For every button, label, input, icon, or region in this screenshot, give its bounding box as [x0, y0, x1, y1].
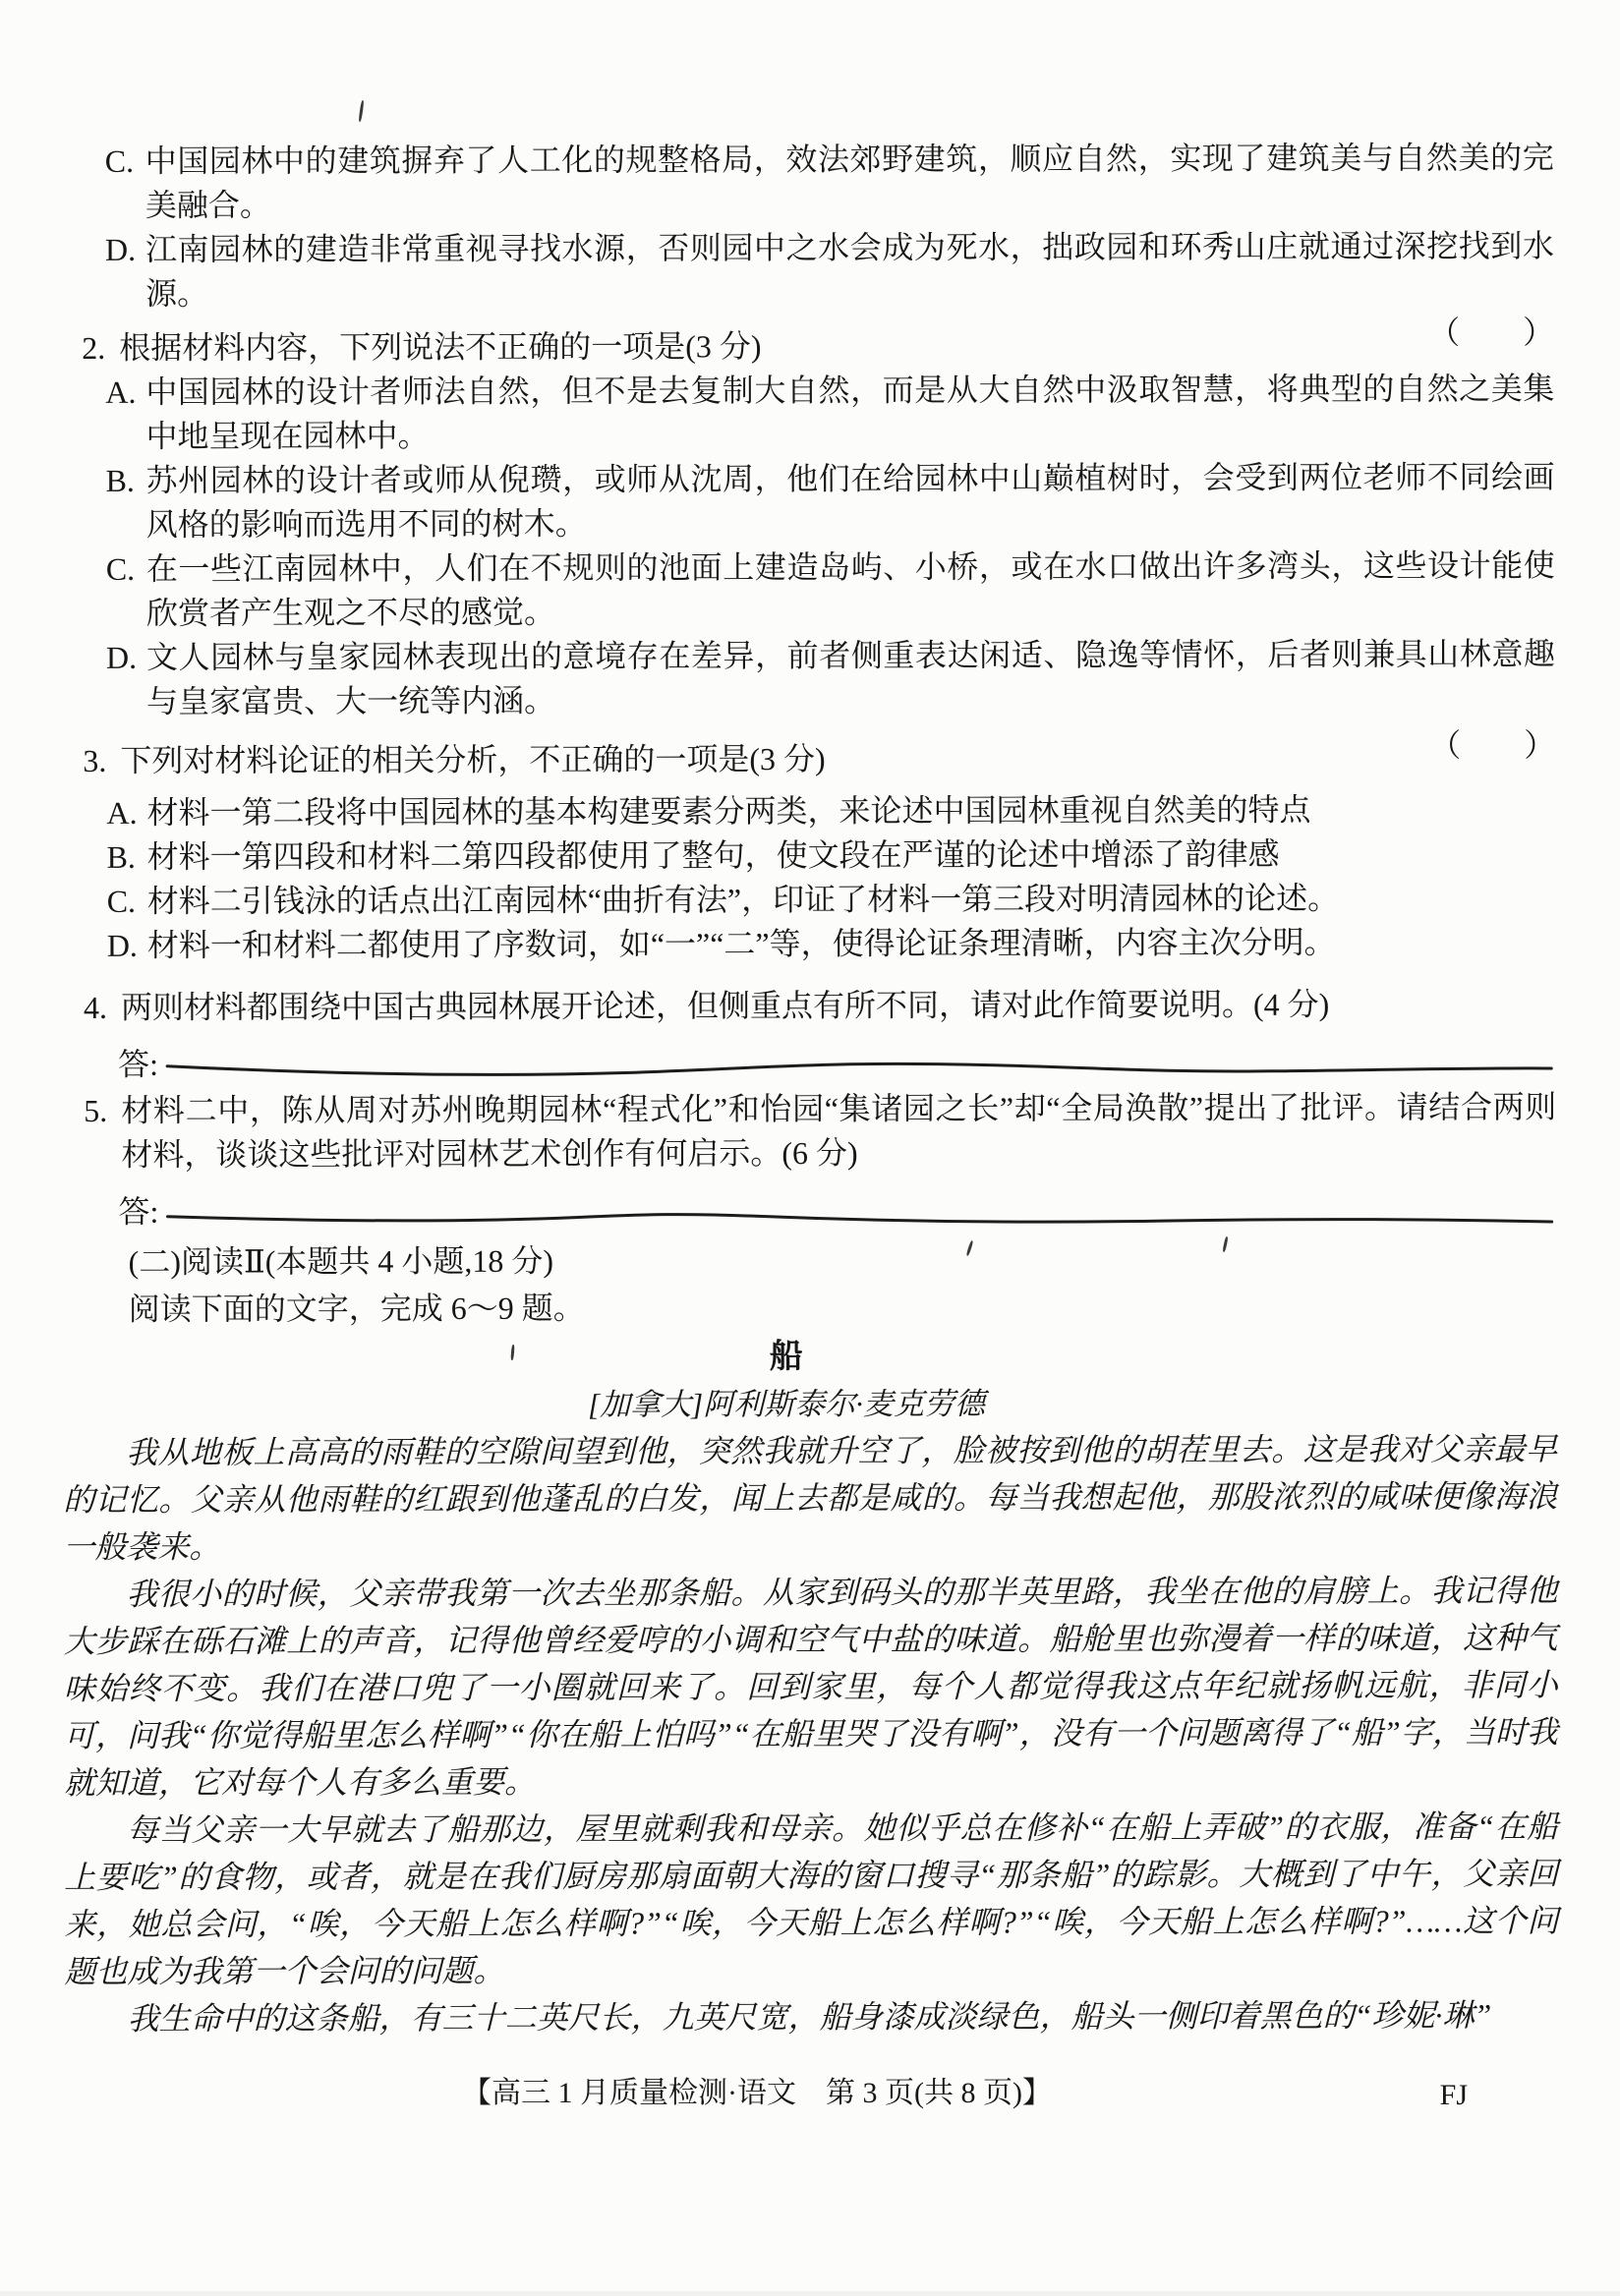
answer-label: 答:	[118, 1193, 159, 1230]
question-number: 3.	[83, 742, 107, 778]
passage-author: [加拿大]阿利斯泰尔·麦克劳德	[588, 1386, 986, 1422]
q2-option-d	[83, 632, 1555, 724]
q3-option-a	[83, 787, 1555, 835]
option-label: B.	[105, 462, 135, 498]
option-label: D.	[104, 231, 137, 267]
q3-option-c	[84, 876, 1556, 924]
q2-option-b	[83, 455, 1555, 547]
question-number: 5.	[84, 1092, 108, 1128]
reading-passage	[63, 1425, 1559, 2042]
question-3-stem	[83, 727, 1556, 783]
question-4-stem	[84, 982, 1556, 1030]
passage-paragraph: 每当父亲一大早就去了船那边，屋里就剩我和母亲。她似乎总在修补“在船上弄破”的衣服，准备“在船上要吃”的食物，或者，就是在我们厨房那扇面朝大海的窗口搜寻“那条船”的踪影。大概到了中午，父亲回来，她总会问，“唉，今天船上怎么样啊?”“唉，今天船上怎么样啊?”“唉，今天船上怎么样啊?”……这个问题也成为我第一个会问的问题。	[64, 1808, 1559, 1990]
answer-label: 答:	[118, 1046, 159, 1082]
passage-paragraph: 我从地板上高高的雨鞋的空隙间望到他，突然我就升空了，脸被按到他的胡茬里去。这是我对父亲最早的记忆。父亲从他雨鞋的红跟到他蓬乱的白发，闻上去都是咸的。每当我想起他，那股浓烈的咸味便像海浪一般袭来。	[63, 1431, 1558, 1566]
option-text: 材料一和材料二都使用了序数词，如“一”“二”等，使得论证条理清晰，内容主次分明。	[146, 924, 1336, 963]
q3-option-b	[84, 832, 1556, 880]
option-text: 材料二引钱泳的话点出江南园林“曲折有法”，印证了材料一第三段对明清园林的论述。	[146, 880, 1340, 919]
option-text: 苏州园林的设计者或师从倪瓒，或师从沈周，他们在给园林中山巅植树时，会受到两位老师不同绘画风格的影响而选用不同的树木。	[145, 459, 1555, 543]
question-number: 4.	[83, 989, 108, 1025]
question-text: 根据材料内容，下列说法不正确的一项是(3 分)	[119, 328, 762, 366]
option-text: 中国园林中的建筑摒弃了人工化的规整格局，效法郊野建筑，顺应自然，实现了建筑美与自然美的完美融合。	[145, 140, 1554, 223]
passage-paragraph: 我很小的时候，父亲带我第一次去坐那条船。从家到码头的那半英里路，我坐在他的肩膀上。我记得他大步踩在砾石滩上的声音，记得他曾经爱哼的小调和空气中盐的味道。船舱里也弥漫着一样的味道，这种气味始终不变。我们在港口兜了一小圈就回来了。回到家里，每个人都觉得我这点年纪就扬帆远航，非同小可，问我“你觉得船里怎么样啊”“你在船上怕吗”“在船里哭了没有啊”，没有一个问题离得了“船”字，当时我就知道，它对每个人有多么重要。	[63, 1573, 1558, 1802]
passage-paragraph: 我生命中的这条船，有三十二英尺长，九英尺宽，船身漆成淡绿色，船头一侧印着黑色的“珍妮·琳”	[127, 1997, 1492, 2037]
exam-content	[63, 0, 1559, 2042]
footer-code: FJ	[1439, 2079, 1468, 2111]
question-number: 2.	[82, 329, 106, 366]
q3-option-d	[84, 920, 1556, 968]
question-5-stem	[84, 1085, 1556, 1177]
option-label: C.	[104, 143, 135, 179]
passage-title: 船	[769, 1339, 803, 1376]
footer-title-page-number: 【高三 1 月质量检测·语文 第 3 页(共 8 页)】	[462, 2077, 1052, 2109]
option-label: D.	[105, 639, 138, 675]
q1-option-c	[82, 136, 1554, 228]
option-label: A.	[105, 373, 137, 410]
option-text: 在一些江南园林中，人们在不规则的池面上建造岛屿、小桥，或在水口做出许多湾头，这些设计能使欣赏者产生观之不尽的感觉。	[145, 547, 1555, 631]
section-2-instruction: 阅读下面的文字，完成 6～9 题。	[128, 1290, 585, 1327]
question-2-stem	[82, 315, 1555, 371]
option-text: 中国园林的设计者师法自然，但不是去复制大自然，而是从大自然中汲取智慧，将典型的自然之美集中地呈现在园林中。	[145, 371, 1555, 454]
option-text: 材料一第四段和材料二第四段都使用了整句，使文段在严谨的论述中增添了韵律感	[146, 835, 1280, 875]
q1-option-d	[82, 224, 1554, 316]
q2-option-c	[83, 544, 1555, 636]
question-text: 下列对材料论证的相关分析，不正确的一项是(3 分)	[120, 740, 826, 778]
q5-answer-row	[84, 1179, 1556, 1234]
option-text: 江南园林的建造非常重视寻找水源，否则园中之水会成为死水，拙政园和环秀山庄就通过深挖找到水源。	[145, 228, 1554, 312]
question-text: 材料二中，陈从周对苏州晚期园林“程式化”和怡园“集诸园之长”却“全局涣散”提出了批评。请结合两则材料，谈谈这些批评对园林艺术创作有何启示。(6 分)	[121, 1089, 1557, 1173]
question-text: 两则材料都围绕中国古典园林展开论述，但侧重点有所不同，请对此作简要说明。(4 分)	[120, 986, 1330, 1025]
section-2-heading: (二)阅读Ⅱ(本题共 4 小题,18 分)	[128, 1242, 554, 1280]
answer-blank-line	[164, 1056, 1554, 1083]
answer-bracket: （ ）	[1428, 315, 1555, 351]
option-label: C.	[105, 550, 136, 587]
option-label: A.	[106, 794, 138, 831]
option-text: 材料一第二段将中国园林的基本构建要素分两类，来论述中国园林重视自然美的特点	[146, 791, 1311, 831]
q2-option-a	[82, 367, 1554, 459]
q4-answer-row	[84, 1032, 1556, 1087]
option-text: 文人园林与皇家园林表现出的意境存在差异，前者侧重表达闲适、隐逸等情怀，后者则兼具山林意趣与皇家富贵、大一统等内涵。	[145, 636, 1556, 719]
option-label: D.	[106, 927, 138, 963]
option-label: B.	[106, 838, 136, 875]
option-label: C.	[106, 883, 137, 919]
answer-bracket: （ ）	[1429, 727, 1556, 764]
answer-blank-line	[164, 1203, 1554, 1231]
